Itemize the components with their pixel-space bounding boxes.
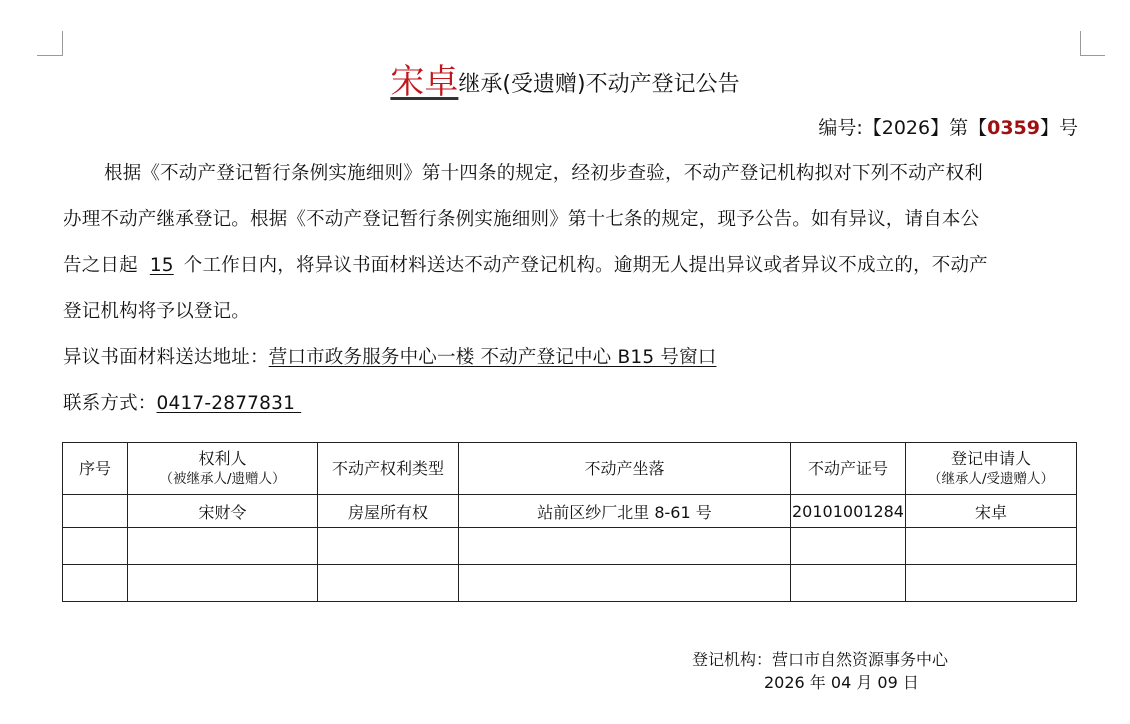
body-line-3-end: 个工作日内，将异议书面材料送达不动产登记机构。逾期无人提出异议或者异议不成立的，不动产 (183, 255, 988, 276)
table-row (63, 528, 1077, 565)
cell-applicant (906, 528, 1077, 565)
table-row (63, 495, 1077, 528)
title-applicant-name: 宋卓 (390, 62, 459, 102)
cell-serial (63, 565, 128, 602)
cell-right-type: 房屋所有权 (318, 495, 459, 528)
cell-right-holder: 宋财令 (128, 495, 318, 528)
contact-label: 联系方式： (63, 393, 157, 414)
cell-location: 站前区纱厂北里 8-61 号 (459, 495, 791, 528)
body-line-4: 登记机构将予以登记。 (63, 301, 251, 322)
crop-mark-top-left-horizontal (37, 55, 62, 56)
document-number-suffix: 】号 (1039, 117, 1078, 139)
address-label: 异议书面材料送达地址： (63, 347, 269, 368)
objection-days: 15 (149, 255, 174, 276)
contact-info (63, 381, 1079, 427)
header-serial: 序号 (63, 443, 128, 495)
document-number-value: 0359 (987, 117, 1040, 139)
document-number (818, 114, 1078, 142)
cell-certificate-number: 20101001284 (791, 495, 906, 528)
cell-location (459, 565, 791, 602)
title-text: 继承(受遗赠)不动产登记公告 (458, 72, 740, 97)
cell-right-type (318, 565, 459, 602)
header-right-holder: 权利人 （被继承人/遗赠人） (128, 443, 318, 495)
objection-address (63, 335, 1079, 381)
body-line-1: 根据《不动产登记暂行条例实施细则》第十四条的规定，经初步查验，不动产登记机构拟对下列不动产权利 (104, 163, 983, 184)
body-line-2: 办理不动产继承登记。根据《不动产登记暂行条例实施细则》第十七条的规定，现予公告。如有异议，请自本公 (63, 209, 980, 230)
cell-right-holder (128, 528, 318, 565)
announcement-date: 2026 年 04 月 09 日 (764, 673, 919, 692)
cell-certificate-number (791, 565, 906, 602)
registration-table (62, 442, 1077, 602)
cell-applicant: 宋卓 (906, 495, 1077, 528)
cell-serial (63, 495, 128, 528)
cell-applicant (906, 565, 1077, 602)
crop-mark-top-right-horizontal (1080, 55, 1105, 56)
registration-authority: 登记机构：营口市自然资源事务中心 (692, 650, 949, 669)
crop-mark-top-left-vertical (62, 31, 63, 56)
contact-phone: 0417-2877831 (156, 393, 302, 414)
header-location: 不动产坐落 (459, 443, 791, 495)
crop-mark-top-right-vertical (1080, 31, 1081, 56)
cell-right-type (318, 528, 459, 565)
table-row (63, 565, 1077, 602)
header-applicant: 登记申请人 （继承人/受遗赠人） (906, 443, 1077, 495)
document-number-prefix: 编号:【2026】第【 (818, 117, 988, 139)
body-line-3-start: 告之日起 (63, 255, 138, 276)
body-line-3 (63, 243, 1079, 289)
page-title (0, 62, 1130, 105)
header-right-type: 不动产权利类型 (318, 443, 459, 495)
cell-certificate-number (791, 528, 906, 565)
header-certificate-number: 不动产证号 (791, 443, 906, 495)
cell-right-holder (128, 565, 318, 602)
address-value: 营口市政务服务中心一楼 不动产登记中心 B15 号窗口 (268, 347, 717, 368)
cell-serial (63, 528, 128, 565)
table-header-row (63, 443, 1077, 495)
cell-location (459, 528, 791, 565)
